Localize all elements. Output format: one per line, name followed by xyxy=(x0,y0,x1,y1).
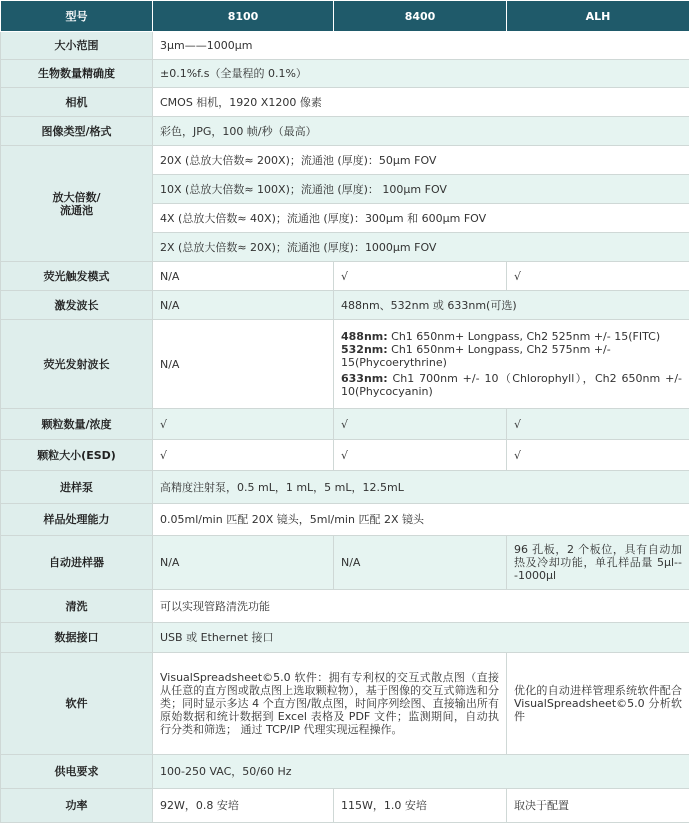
label-software: 软件 xyxy=(1,653,153,755)
value-particle-count-8400: √ xyxy=(334,409,507,440)
emission-488-key: 488nm: xyxy=(341,330,388,343)
label-size-range: 大小范围 xyxy=(1,32,153,60)
row-excitation xyxy=(1,291,689,320)
value-software-alh: 优化的自动进样管理系统软件配合 VisualSpreadsheet©5.0 分析软件 xyxy=(507,653,689,755)
value-magnification-4x: 4X (总放大倍数≈ 40X)；流通池 (厚度)：300μm 和 600μm FOV xyxy=(153,204,689,233)
row-magnification-1 xyxy=(1,146,689,175)
label-particle-size: 颗粒大小(ESD) xyxy=(1,440,153,471)
value-autosampler-8100: N/A xyxy=(153,536,334,590)
row-image-type xyxy=(1,117,689,146)
value-particle-count-alh: √ xyxy=(507,409,689,440)
value-fluor-trigger-8400: √ xyxy=(334,262,507,291)
value-image-type: 彩色，JPG，100 帧/秒（最高） xyxy=(153,117,689,146)
label-autosampler: 自动进样器 xyxy=(1,536,153,590)
row-autosampler xyxy=(1,536,689,590)
row-power-supply xyxy=(1,755,689,789)
header-8100: 8100 xyxy=(153,1,334,32)
value-sample-capacity: 0.05ml/min 匹配 20X 镜头，5ml/min 匹配 2X 镜头 xyxy=(153,504,689,536)
value-emission-8400-alh xyxy=(334,320,689,409)
emission-488 xyxy=(341,330,682,343)
value-fluor-trigger-alh: √ xyxy=(507,262,689,291)
value-magnification-2x: 2X (总放大倍数≈ 20X)；流通池 (厚度)：1000μm FOV xyxy=(153,233,689,262)
header-model: 型号 xyxy=(1,1,153,32)
label-magnification xyxy=(1,146,153,262)
header-alh: ALH xyxy=(507,1,689,32)
value-power-8100: 92W，0.8 安培 xyxy=(153,789,334,823)
label-power-supply: 供电要求 xyxy=(1,755,153,789)
label-emission: 荧光发射波长 xyxy=(1,320,153,409)
value-magnification-10x: 10X (总放大倍数≈ 100X)；流通池 (厚度)： 100μm FOV xyxy=(153,175,689,204)
label-image-type: 图像类型/格式 xyxy=(1,117,153,146)
value-emission-8100: N/A xyxy=(153,320,334,409)
label-fluor-trigger: 荧光触发模式 xyxy=(1,262,153,291)
label-sample-capacity: 样品处理能力 xyxy=(1,504,153,536)
value-excitation-8400-alh: 488nm、532nm 或 633nm(可选) xyxy=(334,291,689,320)
value-particle-size-8400: √ xyxy=(334,440,507,471)
row-sample-capacity xyxy=(1,504,689,536)
row-interface xyxy=(1,623,689,653)
value-magnification-20x: 20X (总放大倍数≈ 200X)；流通池 (厚度)：50μm FOV xyxy=(153,146,689,175)
label-power: 功率 xyxy=(1,789,153,823)
emission-633-key: 633nm: xyxy=(341,372,388,385)
label-interface: 数据接口 xyxy=(1,623,153,653)
label-magnification-line2: 流通池 xyxy=(60,204,93,217)
value-accuracy: ±0.1%f.s（全量程的 0.1%） xyxy=(153,60,689,88)
value-fluor-trigger-8100: N/A xyxy=(153,262,334,291)
value-camera: CMOS 相机，1920 X1200 像素 xyxy=(153,88,689,117)
label-particle-count: 颗粒数量/浓度 xyxy=(1,409,153,440)
row-camera xyxy=(1,88,689,117)
row-fluor-trigger xyxy=(1,262,689,291)
row-emission xyxy=(1,320,689,409)
emission-488-text: Ch1 650nm+ Longpass, Ch2 525nm +/- 15(FITC) xyxy=(388,330,660,343)
value-particle-size-alh: √ xyxy=(507,440,689,471)
label-pump: 进样泵 xyxy=(1,471,153,504)
value-power-8400: 115W，1.0 安培 xyxy=(334,789,507,823)
label-excitation: 激发波长 xyxy=(1,291,153,320)
row-power xyxy=(1,789,689,823)
value-power-supply: 100-250 VAC，50/60 Hz xyxy=(153,755,689,789)
value-particle-size-8100: √ xyxy=(153,440,334,471)
emission-633-text: Ch1 700nm +/- 10（Chlorophyll），Ch2 650nm +/- 10(Phycocyanin) xyxy=(341,372,682,398)
header-row xyxy=(1,1,689,32)
row-size-range xyxy=(1,32,689,60)
label-cleaning: 清洗 xyxy=(1,590,153,623)
row-pump xyxy=(1,471,689,504)
header-8400: 8400 xyxy=(334,1,507,32)
value-excitation-8100: N/A xyxy=(153,291,334,320)
row-particle-count xyxy=(1,409,689,440)
value-pump: 高精度注射泵，0.5 mL，1 mL，5 mL，12.5mL xyxy=(153,471,689,504)
emission-532-key: 532nm: xyxy=(341,343,388,356)
emission-532-text: Ch1 650nm+ Longpass, Ch2 575nm +/- 15(Phycoerythrine) xyxy=(341,343,611,369)
row-particle-size xyxy=(1,440,689,471)
value-size-range: 3μm——1000μm xyxy=(153,32,689,60)
value-autosampler-alh: 96 孔板，2 个板位，具有自动加热及冷却功能，单孔样品量 5μl---1000μl xyxy=(507,536,689,590)
value-power-alh: 取决于配置 xyxy=(507,789,689,823)
value-particle-count-8100: √ xyxy=(153,409,334,440)
label-magnification-line1: 放大倍数/ xyxy=(52,191,100,204)
row-accuracy xyxy=(1,60,689,88)
value-autosampler-8400: N/A xyxy=(334,536,507,590)
value-interface: USB 或 Ethernet 接口 xyxy=(153,623,689,653)
label-camera: 相机 xyxy=(1,88,153,117)
value-cleaning: 可以实现管路清洗功能 xyxy=(153,590,689,623)
row-software xyxy=(1,653,689,755)
row-cleaning xyxy=(1,590,689,623)
emission-633 xyxy=(341,372,682,398)
value-software-8100-8400: VisualSpreadsheet©5.0 软件：拥有专利权的交互式散点图（直接从任意的直方图或散点图上选取颗粒物），基于图像的交互式筛选和分类；同时显示多达 4 个直方图/散点图，时间序列绘图、直接输出所有原始数据和统计数据到 Excel 表格及 PDF 文件；监测期间，自动执行分类和筛选； 通过 TCP/IP 代理实现远程操作。 xyxy=(153,653,507,755)
emission-532 xyxy=(341,343,682,369)
label-accuracy: 生物数量精确度 xyxy=(1,60,153,88)
